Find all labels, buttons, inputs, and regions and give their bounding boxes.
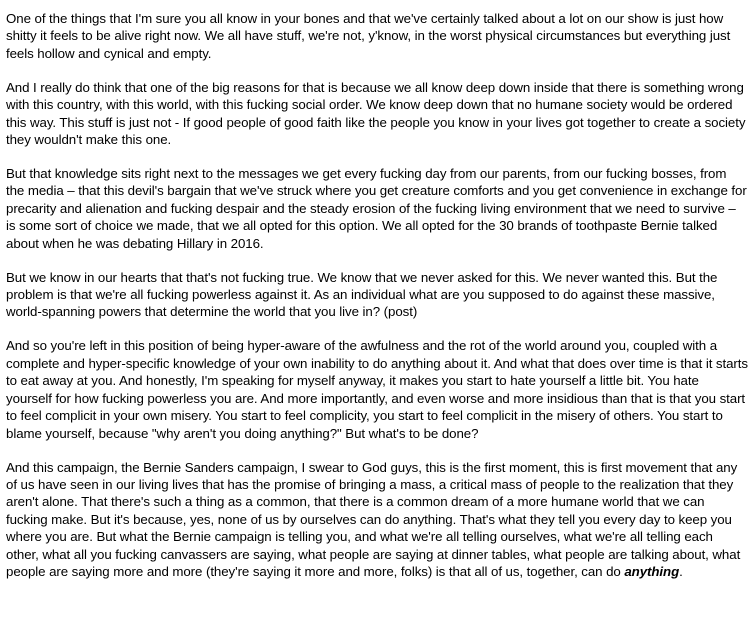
paragraph-4: But we know in our hearts that that's not fucking true. We know that we never asked for this. We never wanted this. But the problem is that we're all fucking powerless against it. As an individual what are you supposed to do against these massive, world-spanning powers that determine the world that you live in? (post) — [6, 269, 718, 320]
emphasized-word: anything — [624, 563, 680, 579]
paragraph-6 — [6, 459, 748, 581]
paragraph-6-text: And this campaign, the Bernie Sanders campaign, I swear to God guys, this is the first moment, this is first movement that any of us have seen in our living lives that has the promise of bringing a mass, a critical mass of people to the realization that they aren't alone. That there's such a thing as a common, that there is a common dream of a more humane world that we can fucking make. But it's because, yes, none of us by ourselves can do anything. That's what they tell you every day to keep you where you are. But what the Bernie campaign is telling you, and what we're all telling ourselves, what we're all telling each other, what all you fucking canvassers are saying, what people are saying at dinner tables, what people are talking about, what people are saying more and more (they're saying it more and more, folks) is that all of us, together, can do — [6, 459, 741, 579]
paragraph-3: But that knowledge sits right next to the messages we get every fucking day from our parents, from our fucking bosses, from the media – that this devil's bargain that we've struck where you get creature comforts and you get convenience in exchange for precarity and alienation and fucking despair and the steady erosion of the fucking living environment that we need to survive – is some sort of choice we made, that we all opted for this option. We all opted for the 30 brands of toothpaste Bernie talked about when he was debating Hillary in 2016. — [6, 166, 747, 251]
paragraph-2: And I really do think that one of the big reasons for that is because we all know deep down inside that there is something wrong with this country, with this world, with this fucking social order. We know deep down that no humane society would be ordered this way. This stuff is just not - If good people of good faith like the people you know in your lives got together to create a society they wouldn't make this one. — [6, 79, 746, 148]
paragraph-5: And so you're left in this position of being hyper-aware of the awfulness and the rot of the world around you, coupled with a complete and hyper-specific knowledge of your own inability to do anything about it. And what that does over time is that it starts to eat away at you. And honestly, I'm speaking for myself anyway, it makes you start to hate yourself a little bit. You hate yourself for how fucking powerless you are. And more importantly, and even worse and more insidious than that is that you start to feel complicit in your own misery. You start to feel complicity, you start to feel complicit in the misery of others. You start to blame yourself, because "why aren't you doing anything?" But what's to be done? — [6, 338, 748, 441]
paragraph-6-end: . — [679, 563, 683, 579]
paragraph-1: One of the things that I'm sure you all know in your bones and that we've certainly talked about a lot on our show is just how shitty it feels to be alive right now. We all have stuff, we're not, y'know, in the worst physical circumstances but everything just feels hollow and cynical and empty. — [6, 11, 731, 61]
